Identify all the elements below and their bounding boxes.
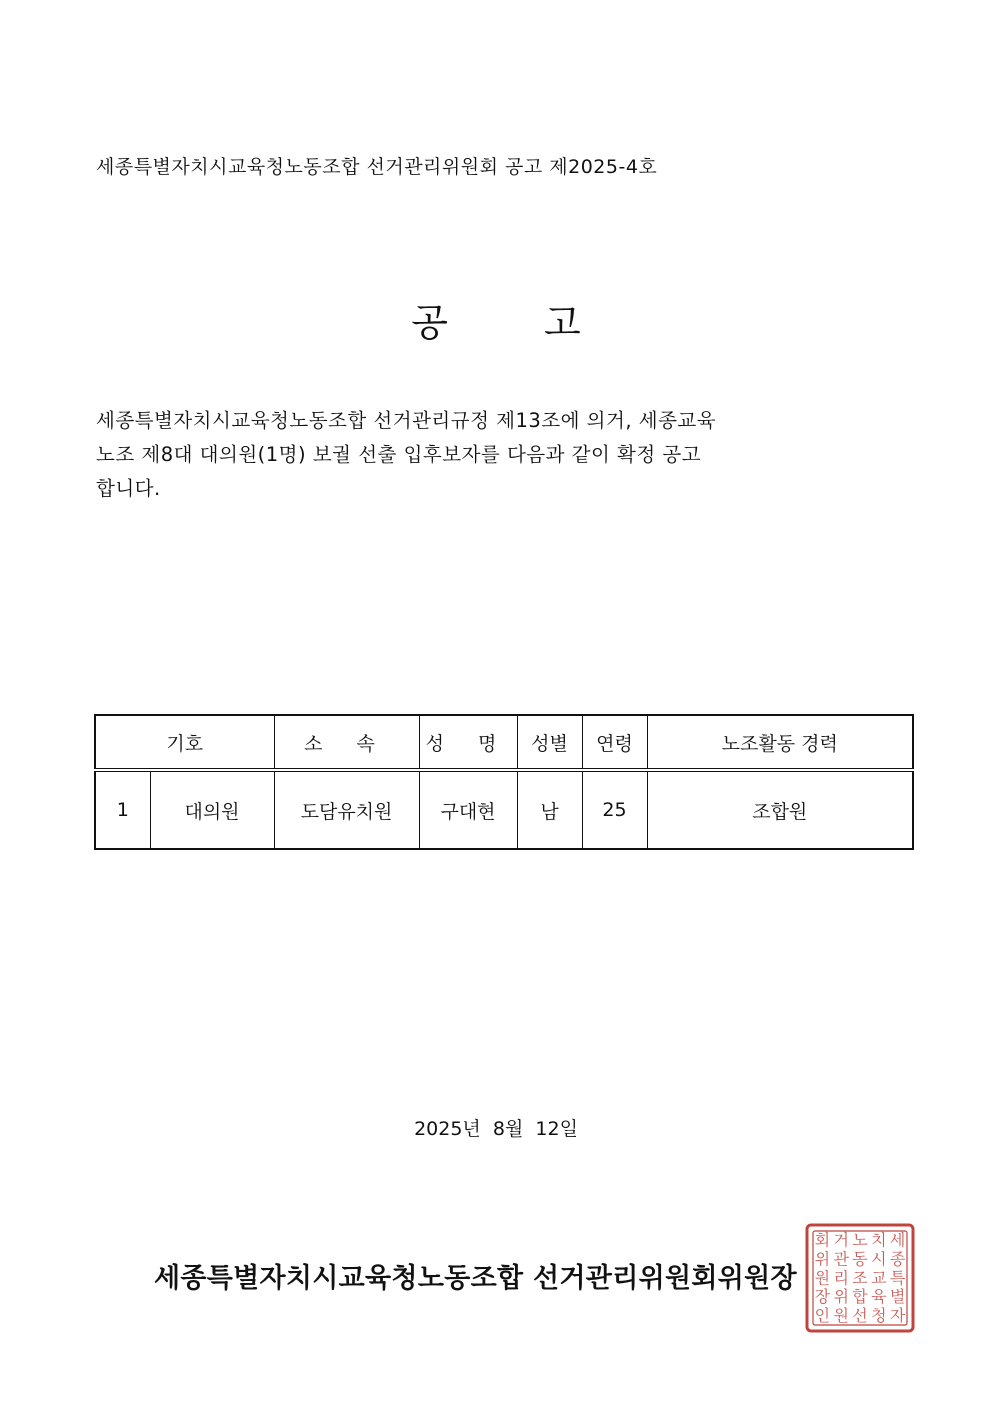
seal-glyph: 위 [814, 1249, 831, 1269]
body-line: 세종특별자치시교육청노동조합 선거관리규정 제13조에 의거, 세종교육 [96, 409, 717, 432]
header-affiliation: 소 속 [274, 715, 419, 770]
seal-glyph: 교 [871, 1268, 887, 1288]
seal-glyph: 청 [871, 1305, 887, 1325]
seal-glyphs [815, 1231, 906, 1325]
body-line: 노조 제8대 대의원(1명) 보궐 선출 입후보자를 다음과 같이 확정 공고 [96, 443, 702, 466]
cell-name: 구대현 [419, 770, 517, 849]
seal-glyph: 원 [833, 1305, 849, 1325]
seal-glyph: 원 [814, 1268, 831, 1288]
candidate-table [94, 714, 914, 850]
seal-glyph: 노 [852, 1230, 868, 1250]
cell-gender: 남 [517, 770, 582, 849]
title-char-2: 고 [544, 301, 581, 345]
seal-glyph: 선 [852, 1305, 868, 1325]
seal-glyph: 관 [833, 1249, 849, 1269]
cell-number: 1 [95, 770, 150, 849]
table-header-row [95, 715, 913, 770]
seal-glyph: 특 [889, 1268, 906, 1288]
seal-glyph: 합 [852, 1287, 868, 1307]
seal-glyph: 시 [871, 1249, 887, 1269]
seal-glyph: 위 [833, 1287, 849, 1307]
official-seal-stamp [804, 1222, 916, 1334]
seal-glyph: 육 [871, 1287, 887, 1307]
cell-position: 대의원 [150, 770, 274, 849]
cell-career: 조합원 [647, 770, 913, 849]
header-age: 연령 [582, 715, 647, 770]
cell-age: 25 [582, 770, 647, 849]
cell-affiliation: 도담유치원 [274, 770, 419, 849]
document-title [0, 292, 992, 347]
seal-glyph: 종 [889, 1249, 906, 1269]
seal-glyph: 치 [871, 1230, 887, 1250]
seal-glyph: 리 [833, 1268, 849, 1288]
seal-glyph: 별 [889, 1287, 906, 1307]
header-career: 노조활동 경력 [647, 715, 913, 770]
announcement-date: 2025년 8월 12일 [414, 1118, 578, 1140]
table-row [95, 770, 913, 849]
header-name: 성 명 [419, 715, 517, 770]
seal-glyph: 자 [889, 1305, 906, 1325]
announcement-body [96, 404, 886, 506]
header-gender: 성별 [517, 715, 582, 770]
seal-glyph: 조 [852, 1268, 868, 1288]
seal-glyph: 회 [814, 1230, 831, 1250]
header-symbol: 기호 [95, 715, 274, 770]
notice-number: 세종특별자치시교육청노동조합 선거관리위원회 공고 제2025-4호 [96, 156, 658, 178]
title-char-1: 공 [411, 301, 448, 345]
seal-glyph: 동 [852, 1249, 868, 1269]
seal-glyph: 장 [814, 1287, 831, 1307]
signer-title: 세종특별자치시교육청노동조합 선거관리위원회위원장 [154, 1263, 797, 1294]
seal-glyph: 인 [814, 1305, 831, 1325]
seal-glyph: 거 [833, 1230, 849, 1250]
body-line: 합니다. [96, 477, 161, 500]
seal-glyph: 세 [889, 1230, 906, 1250]
